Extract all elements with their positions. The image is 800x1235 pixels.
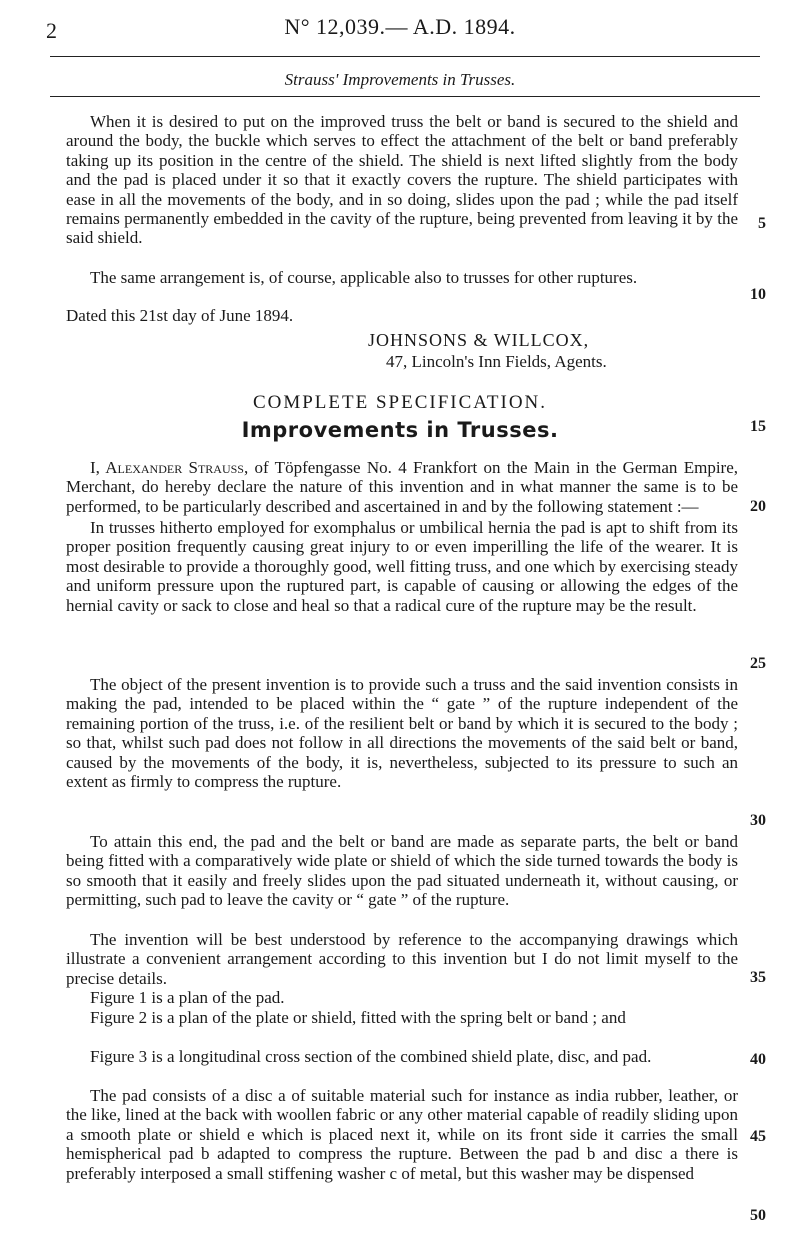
page-number: 2: [46, 18, 57, 43]
paragraph-exomphalus: In trusses hitherto employed for exomphalus or umbilical hernia the pad is apt to shift from its proper position frequently causing great injury to or even imperilling the life of the wearer. It is most desirable to provide a thoroughly good, well fitting truss, and one which by exercising steady and uniform pressure upon the ruptured part, is capable of causing or allowing the edges of the hernial cavity or sack to close and heal so that a radical cure of the rupture may be the result.: [66, 518, 738, 615]
agents-name: JOHNSONS & WILLCOX,: [368, 330, 590, 350]
line-number-35: 35: [750, 969, 766, 986]
line-number-30: 30: [750, 812, 766, 829]
running-head: Strauss' Improvements in Trusses.: [284, 70, 516, 89]
patent-title: N° 12,039.— A.D. 1894.: [284, 14, 516, 39]
line-number-20: 20: [750, 498, 766, 515]
provisional-paragraph-2: The same arrangement is, of course, applicable also to trusses for other ruptures.: [90, 268, 638, 287]
specification-subheading: Improvements in Trusses.: [241, 418, 559, 442]
paragraph-pad: The pad consists of a disc a of suitable material such for instance as india rubber, leather, or the like, lined at the back with woollen fabric or any other material capable of readily sliding upon a smooth plate or shield e which is placed next it, while on its front side it carries the small hemispherical pad b adapted to compress the rupture. Between the pad b and disc a there is preferably interposed a small stiffening washer c of metal, but this washer may be dispensed: [66, 1086, 738, 1183]
paragraph-attain: To attain this end, the pad and the belt or band are made as separate parts, the belt or band being fitted with a comparatively wide plate or shield of which the side turned towards the body is so smooth that it easily and freely slides upon the pad situated underneath it, without causing, or permitting, such pad to leave the cavity or “ gate ” of the rupture.: [66, 832, 738, 910]
figure-2-caption: Figure 2 is a plan of the plate or shield, fitted with the spring belt or band ; and: [90, 1008, 626, 1027]
header-rule-bottom: [50, 96, 760, 97]
header-rule-top: [50, 56, 760, 57]
inventor-name: I, Alexander Strauss,: [90, 458, 249, 477]
line-number-10: 10: [750, 286, 766, 303]
dated-line: Dated this 21st day of June 1894.: [66, 306, 294, 325]
line-number-25: 25: [750, 655, 766, 672]
agents-address: 47, Lincoln's Inn Fields, Agents.: [386, 352, 607, 371]
line-number-50: 50: [750, 1207, 766, 1224]
figure-3-caption: Figure 3 is a longitudinal cross section of the combined shield plate, disc, and pad.: [90, 1047, 652, 1066]
paragraph-invention: The invention will be best understood by reference to the accompanying drawings which illustrate a convenient arrangement according to this invention but I do not limit myself to the precise details.: [66, 930, 738, 988]
complete-specification-heading: COMPLETE SPECIFICATION.: [252, 392, 548, 413]
intro-paragraph: [66, 458, 738, 516]
provisional-paragraph-1: When it is desired to put on the improved truss the belt or band is secured to the shield and around the body, the buckle which serves to effect the attachment of the belt or band preferably taking up its position in the centre of the shield. The shield is next lifted slightly from the body and the pad is placed under it so that it exactly covers the rupture. The shield participates with ease in all the movements of the body, and in so doing, slides upon the pad ; while the pad itself remains permanently embedded in the cavity of the rupture, being prevented from leaving it by the said shield.: [66, 112, 738, 248]
line-number-5: 5: [758, 215, 766, 232]
figure-1-caption: Figure 1 is a plan of the pad.: [90, 988, 285, 1007]
paragraph-object: The object of the present invention is to provide such a truss and the said invention consists in making the pad, intended to be placed within the “ gate ” of the rupture independent of the remaining portion of the truss, i.e. of the resilient belt or band by which it is secured to the body ; so that, whilst such pad does not follow in all directions the movements of the said belt or band, caused by the movements of the body, it is, nevertheless, subjected to its pressure to such an extent as firmly to compress the rupture.: [66, 675, 738, 792]
line-number-45: 45: [750, 1128, 766, 1145]
line-number-15: 15: [750, 418, 766, 435]
line-number-40: 40: [750, 1051, 766, 1068]
intro-text: of Töpfengasse No. 4 Frankfort on the Main in the German Empire, Merchant, do hereby declare the nature of this invention and in what manner the same is to be performed, to be particularly described and ascertained in and by the following statement :—: [66, 458, 738, 516]
